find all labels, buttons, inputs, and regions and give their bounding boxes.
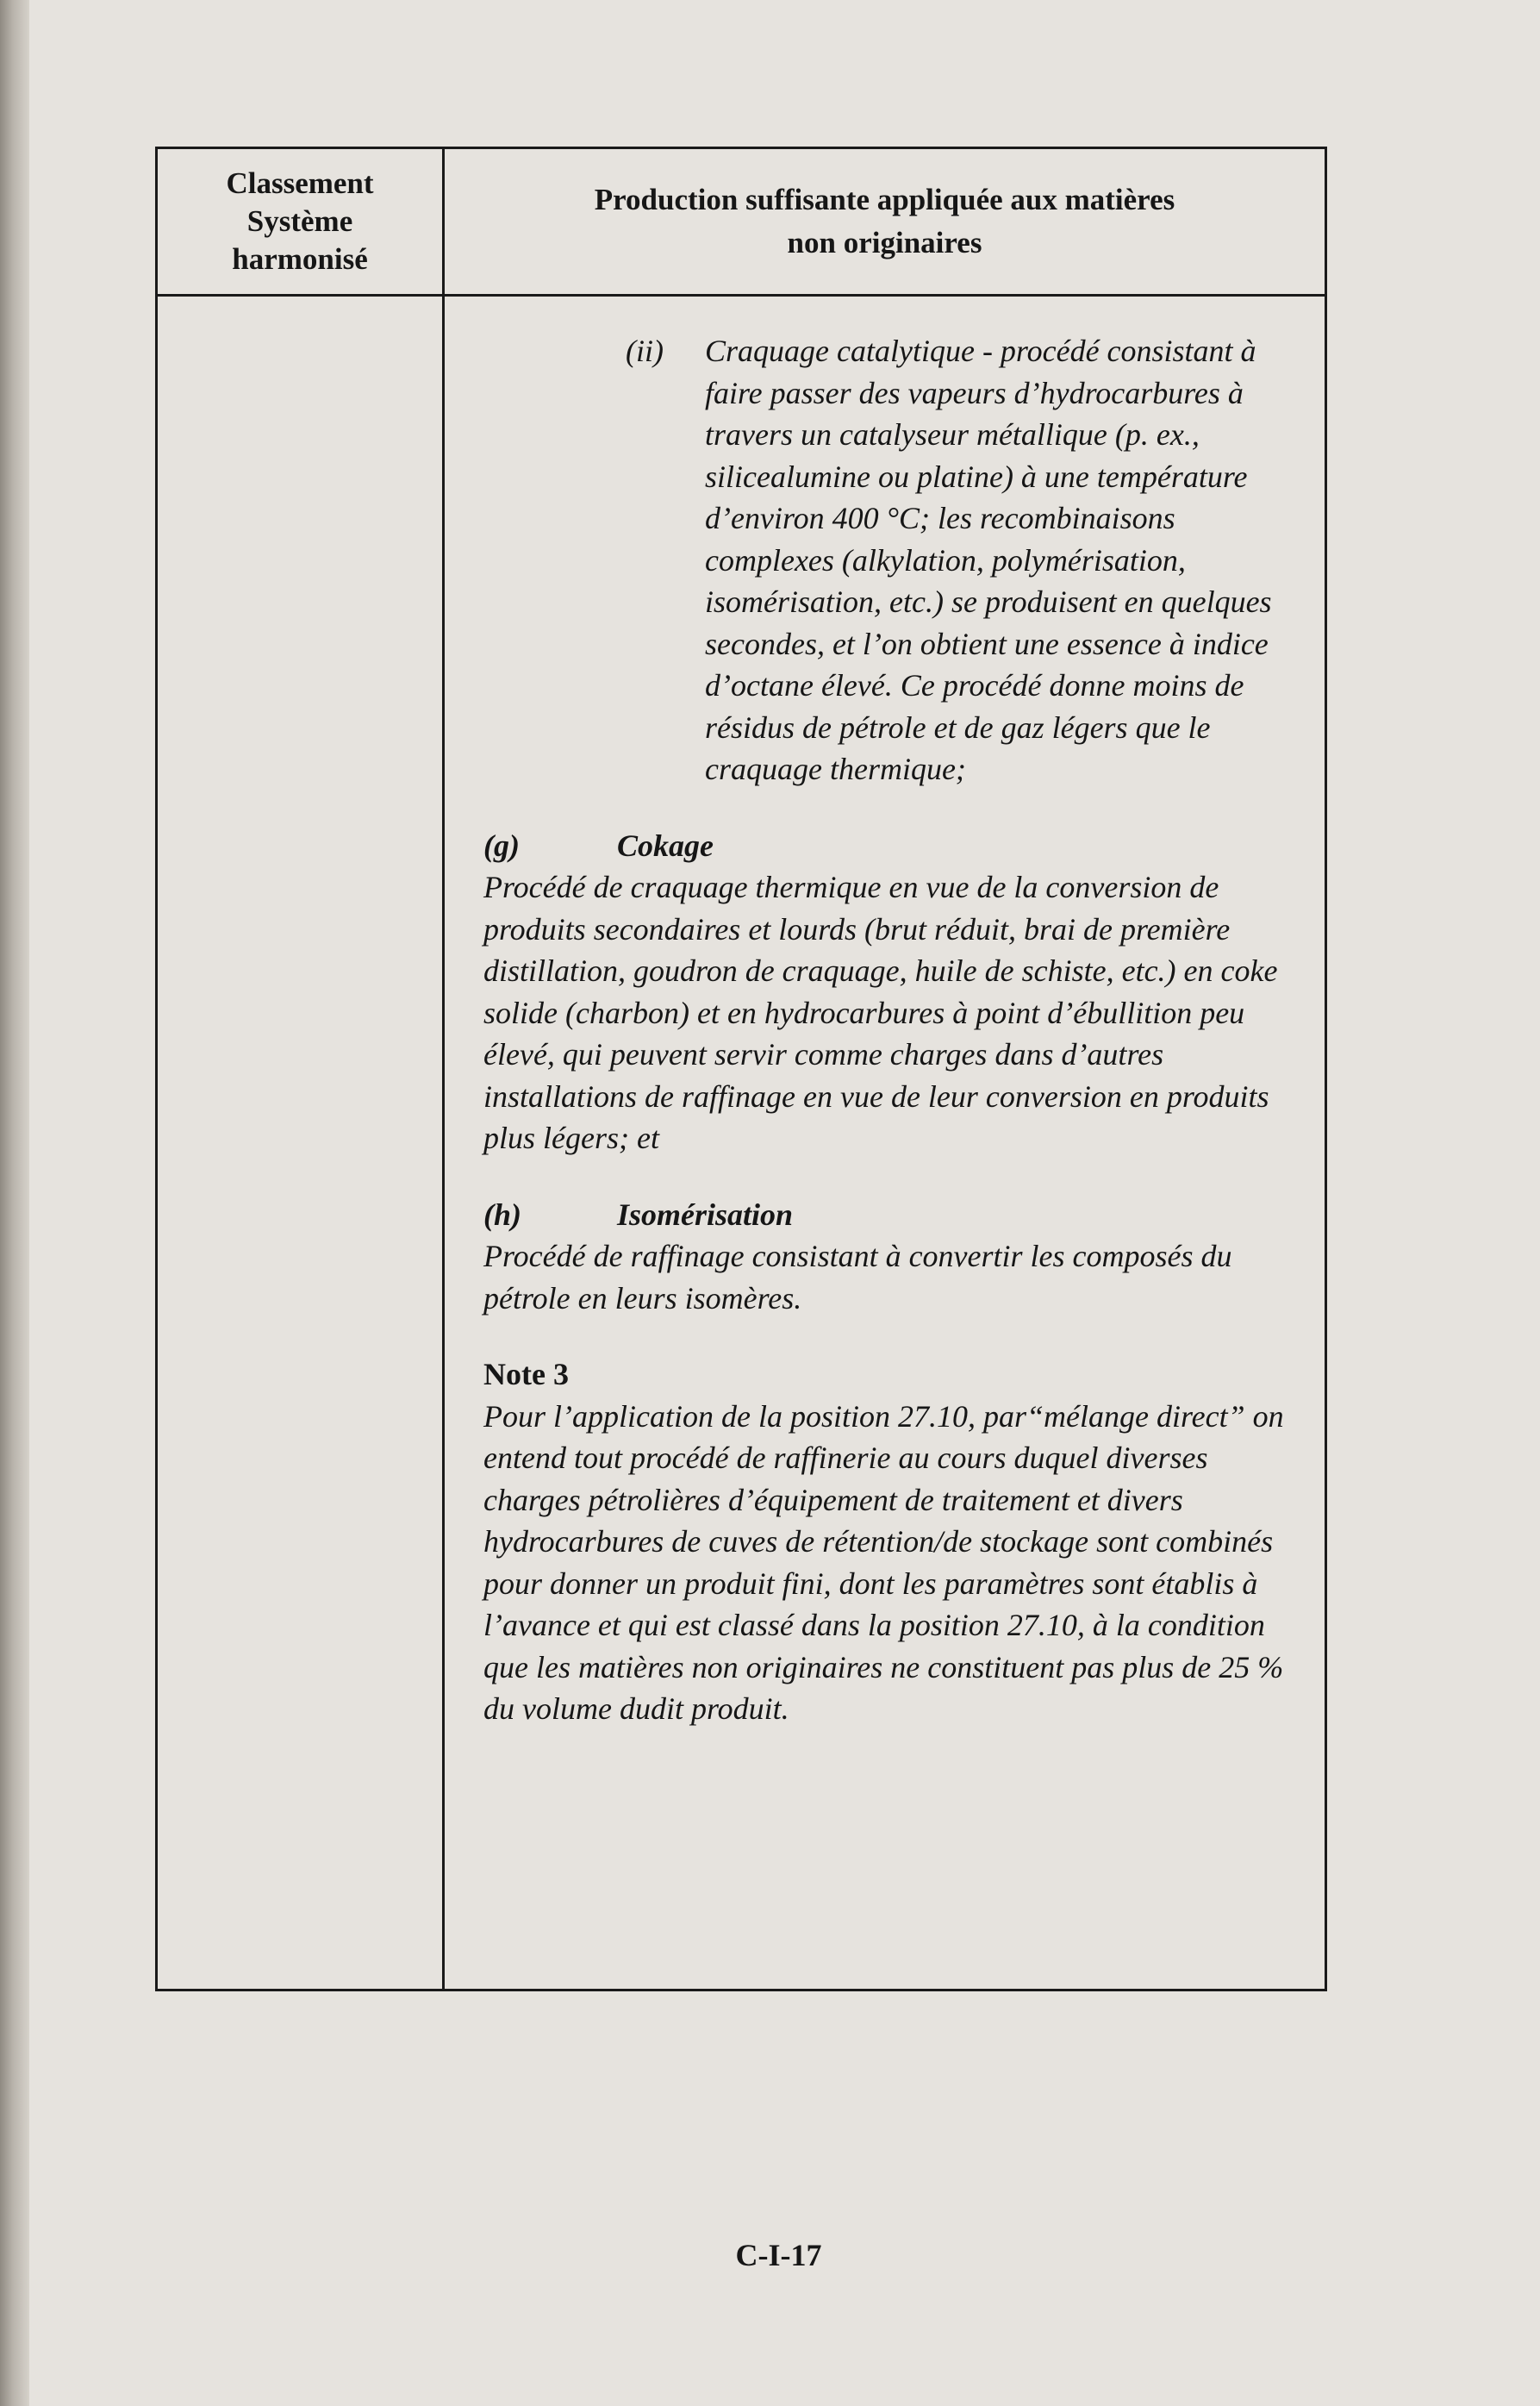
- page-binding-shadow: [0, 0, 29, 2406]
- header-divider: [158, 294, 1325, 297]
- header-right-line-1: Production suffisante appliquée aux matières: [594, 183, 1175, 216]
- header-right-line-2: non originaires: [787, 226, 982, 259]
- header-classification: [158, 149, 442, 294]
- section-g-heading: [483, 825, 1311, 867]
- header-left-line-3: harmonisé: [232, 242, 368, 276]
- rules-table: [155, 147, 1327, 1991]
- page-number: C-I-17: [735, 2238, 822, 2272]
- note-3-title: Note 3: [483, 1357, 569, 1391]
- header-left-line-1: Classement: [226, 166, 374, 200]
- column-divider: [442, 149, 445, 1989]
- section-h-marker: (h): [483, 1197, 521, 1232]
- section-g-title: Cokage: [617, 828, 714, 863]
- section-h-text: Procédé de raffinage consistant à convertir les composés du pétrole en leurs isomères.: [483, 1239, 1232, 1315]
- section-g-text: Procédé de craquage thermique en vue de la conversion de produits secondaires et lourds (brut réduit, brai de première distillation, goudron de craquage, huile de schiste, etc.) en coke solide (charbon) et en hydrocarbures à point d’ébullition peu élevé, qui peuvent servir comme charges dans d’autres installations de raffinage en vue de leur conversion en produits plus légers; et: [483, 870, 1278, 1155]
- header-left-line-2: Système: [246, 204, 353, 238]
- section-h-title: Isomérisation: [617, 1197, 794, 1232]
- section-h-heading: [483, 1194, 1311, 1236]
- header-production: [445, 149, 1325, 294]
- note-3-text: Pour l’application de la position 27.10, par“mélange direct” on entend tout procédé de raffinerie au cours duquel diverses charges pétrolières d’équipement de traitement et divers hydrocarbures de cuves de rétention/de stockage sont combinés pour donner un produit fini, dont les paramètres sont établis à l’avance et qui est classé dans la position 27.10, à la condition que les matières non originaires ne constituent pas plus de 25 % du volume dudit produit.: [483, 1398, 1284, 1726]
- item-ii-marker: (ii): [626, 334, 664, 368]
- item-ii: [626, 330, 1311, 791]
- item-ii-text: Craquage catalytique - procédé consistant à faire passer des vapeurs d’hydrocarbures à travers un catalyseur métallique (p. ex., silicealumine ou platine) à une température d’environ 400 °C; les recombinaisons complexes (alkylation, polymérisation, isomérisation, etc.) se produisent en quelques secondes, et l’on obtient une essence à indice d’octane élevé. Ce procédé donne moins de résidus de pétrole et de gaz légers que le craquage thermique;: [705, 334, 1272, 786]
- rules-body: [483, 330, 1311, 1730]
- section-g-marker: (g): [483, 828, 520, 863]
